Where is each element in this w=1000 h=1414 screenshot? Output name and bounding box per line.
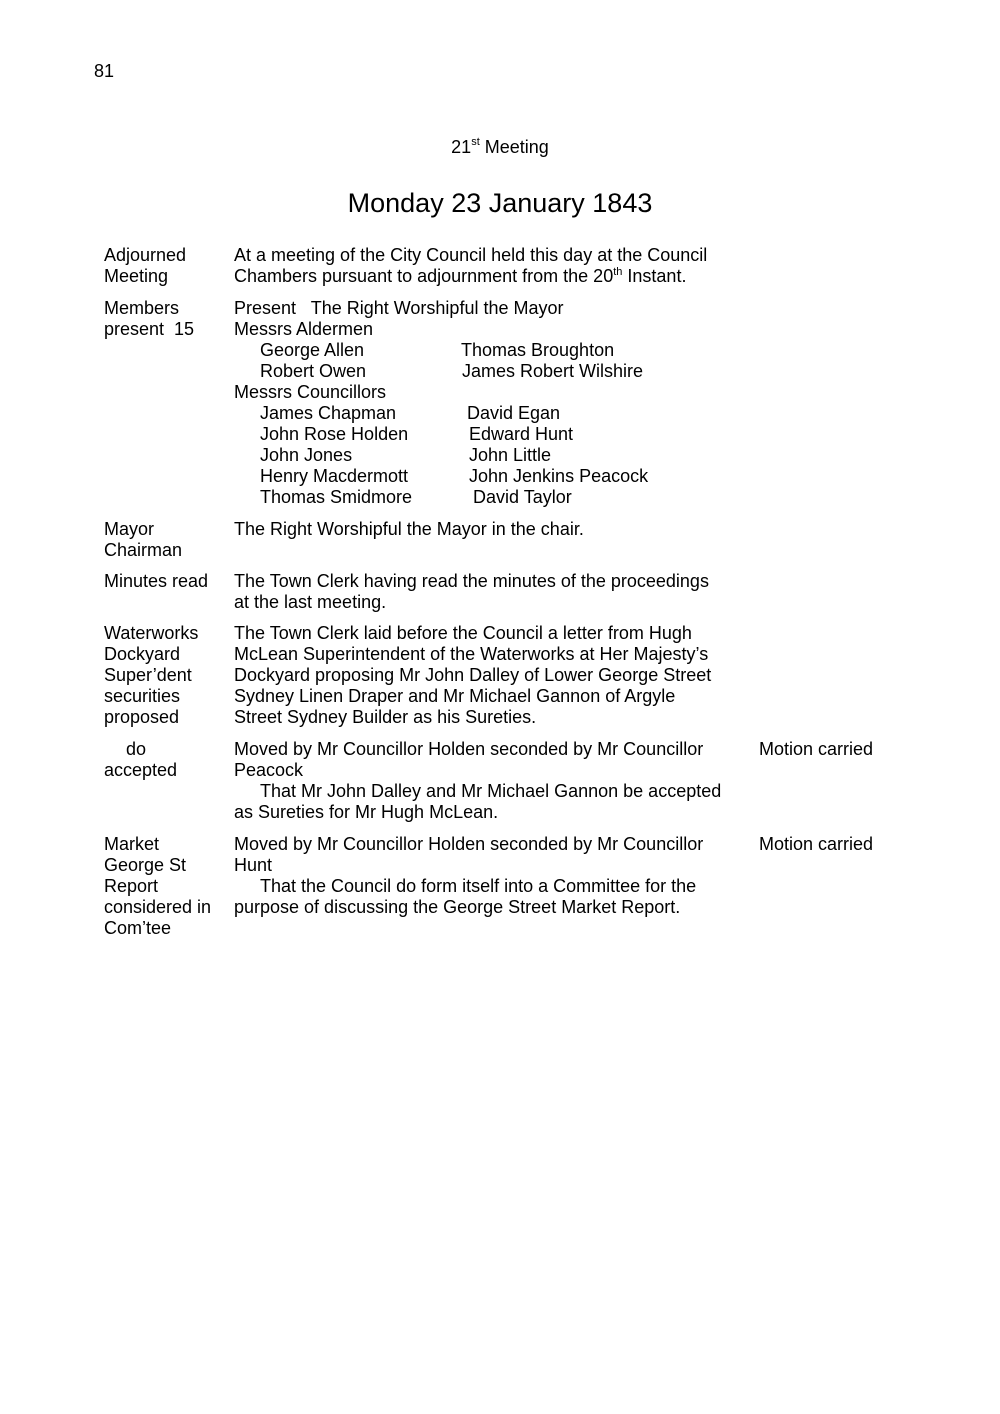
body-line: The Town Clerk laid before the Council a letter from Hugh: [234, 623, 692, 643]
body-text: Instant.: [622, 266, 687, 286]
member-name: Robert Owen: [260, 361, 367, 381]
councillor-row: [234, 445, 794, 466]
margin-line: considered in: [104, 897, 212, 917]
member-name: James Chapman: [260, 403, 397, 423]
body-line: Street Sydney Builder as his Sureties.: [234, 707, 537, 727]
member-name: John Jones: [260, 445, 353, 465]
member-name: Henry Macdermott: [260, 466, 409, 486]
member-name: George Allen: [260, 340, 365, 360]
margin-line: do: [126, 739, 147, 759]
member-name: John Little: [469, 445, 552, 465]
margin-line: Dockyard: [104, 644, 181, 664]
body-line: Peacock: [234, 760, 304, 780]
entry-accepted: [234, 739, 754, 823]
body-line: The Town Clerk having read the minutes of the proceedings: [234, 571, 709, 591]
margin-line: Minutes read: [104, 571, 209, 591]
page-number: 81: [94, 61, 115, 81]
margin-line: present 15: [104, 319, 195, 339]
entry-waterworks: [234, 623, 754, 728]
margin-note-accepted: [104, 739, 230, 781]
councillor-row: [234, 424, 794, 445]
body-line: That the Council do form itself into a Committee for the: [260, 876, 697, 896]
councillor-row: [234, 487, 794, 508]
entry-market: [234, 834, 754, 918]
body-line: purpose of discussing the George Street Market Report.: [234, 897, 681, 917]
margin-note-adjourned: [104, 245, 230, 287]
body-line: Moved by Mr Councillor Holden seconded by Mr Councillor: [234, 739, 704, 759]
member-name: John Rose Holden: [260, 424, 409, 444]
body-line: Moved by Mr Councillor Holden seconded by Mr Councillor: [234, 834, 704, 854]
body-line: McLean Superintendent of the Waterworks at Her Majesty’s: [234, 644, 709, 664]
margin-line: Meeting: [104, 266, 169, 286]
margin-line: George St: [104, 855, 187, 875]
page-title: Monday 23 January 1843: [347, 188, 653, 218]
entry-members: [234, 298, 794, 508]
margin-note-market: [104, 834, 230, 939]
member-name: John Jenkins Peacock: [469, 466, 649, 486]
margin-note-waterworks: [104, 623, 230, 728]
councillors-heading: Messrs Councillors: [234, 382, 387, 402]
member-name: Edward Hunt: [469, 424, 574, 444]
margin-line: Waterworks: [104, 623, 199, 643]
margin-line: Super’dent: [104, 665, 192, 685]
margin-line: Com’tee: [104, 918, 172, 938]
member-name: David Egan: [467, 403, 561, 423]
margin-line: Market: [104, 834, 160, 854]
entry-minutes: [234, 571, 754, 613]
body-line: The Right Worshipful the Mayor in the chair.: [234, 519, 584, 539]
body-line: That Mr John Dalley and Mr Michael Gannon be accepted: [260, 781, 722, 801]
councillor-row: [234, 403, 794, 424]
margin-note-minutes: [104, 571, 230, 592]
superscript: th: [613, 266, 623, 278]
aldermen-heading: Messrs Aldermen: [234, 319, 374, 339]
body-line: Sydney Linen Draper and Mr Michael Gannon of Argyle: [234, 686, 676, 706]
body-line: as Sureties for Mr Hugh McLean.: [234, 802, 499, 822]
body-line: Dockyard proposing Mr John Dalley of Lower George Street: [234, 665, 712, 685]
margin-line: Report: [104, 876, 159, 896]
motion-status-market: Motion carried: [759, 834, 874, 854]
entry-adjourned: [234, 245, 754, 287]
margin-line: proposed: [104, 707, 180, 727]
member-name: James Robert Wilshire: [462, 361, 644, 381]
body-text: Chambers pursuant to adjournment from the 20: [234, 266, 614, 286]
meeting-number: [0, 137, 1000, 158]
member-name: Thomas Broughton: [461, 340, 615, 360]
margin-line: accepted: [104, 760, 178, 780]
present-line: Present The Right Worshipful the Mayor: [234, 298, 564, 318]
margin-line: Chairman: [104, 540, 183, 560]
member-name: Thomas Smidmore: [260, 487, 413, 507]
body-line: At a meeting of the City Council held this day at the Council: [234, 245, 708, 265]
margin-line: Adjourned: [104, 245, 187, 265]
margin-line: Mayor: [104, 519, 155, 539]
motion-status-accepted: Motion carried: [759, 739, 874, 759]
margin-note-mayor: [104, 519, 230, 561]
margin-line: securities: [104, 686, 181, 706]
body-line: Hunt: [234, 855, 273, 875]
councillor-row: [234, 466, 794, 487]
alderman-row: [234, 340, 794, 361]
margin-note-members: [104, 298, 230, 340]
margin-line: Members: [104, 298, 180, 318]
entry-mayor: [234, 519, 754, 540]
meeting-ordinal-suffix: st: [471, 136, 480, 148]
meeting-ordinal: 21: [451, 137, 472, 157]
body-line: at the last meeting.: [234, 592, 387, 612]
meeting-label: Meeting: [484, 137, 549, 157]
body-line: [234, 266, 754, 287]
member-name: David Taylor: [473, 487, 572, 507]
alderman-row: [234, 361, 794, 382]
